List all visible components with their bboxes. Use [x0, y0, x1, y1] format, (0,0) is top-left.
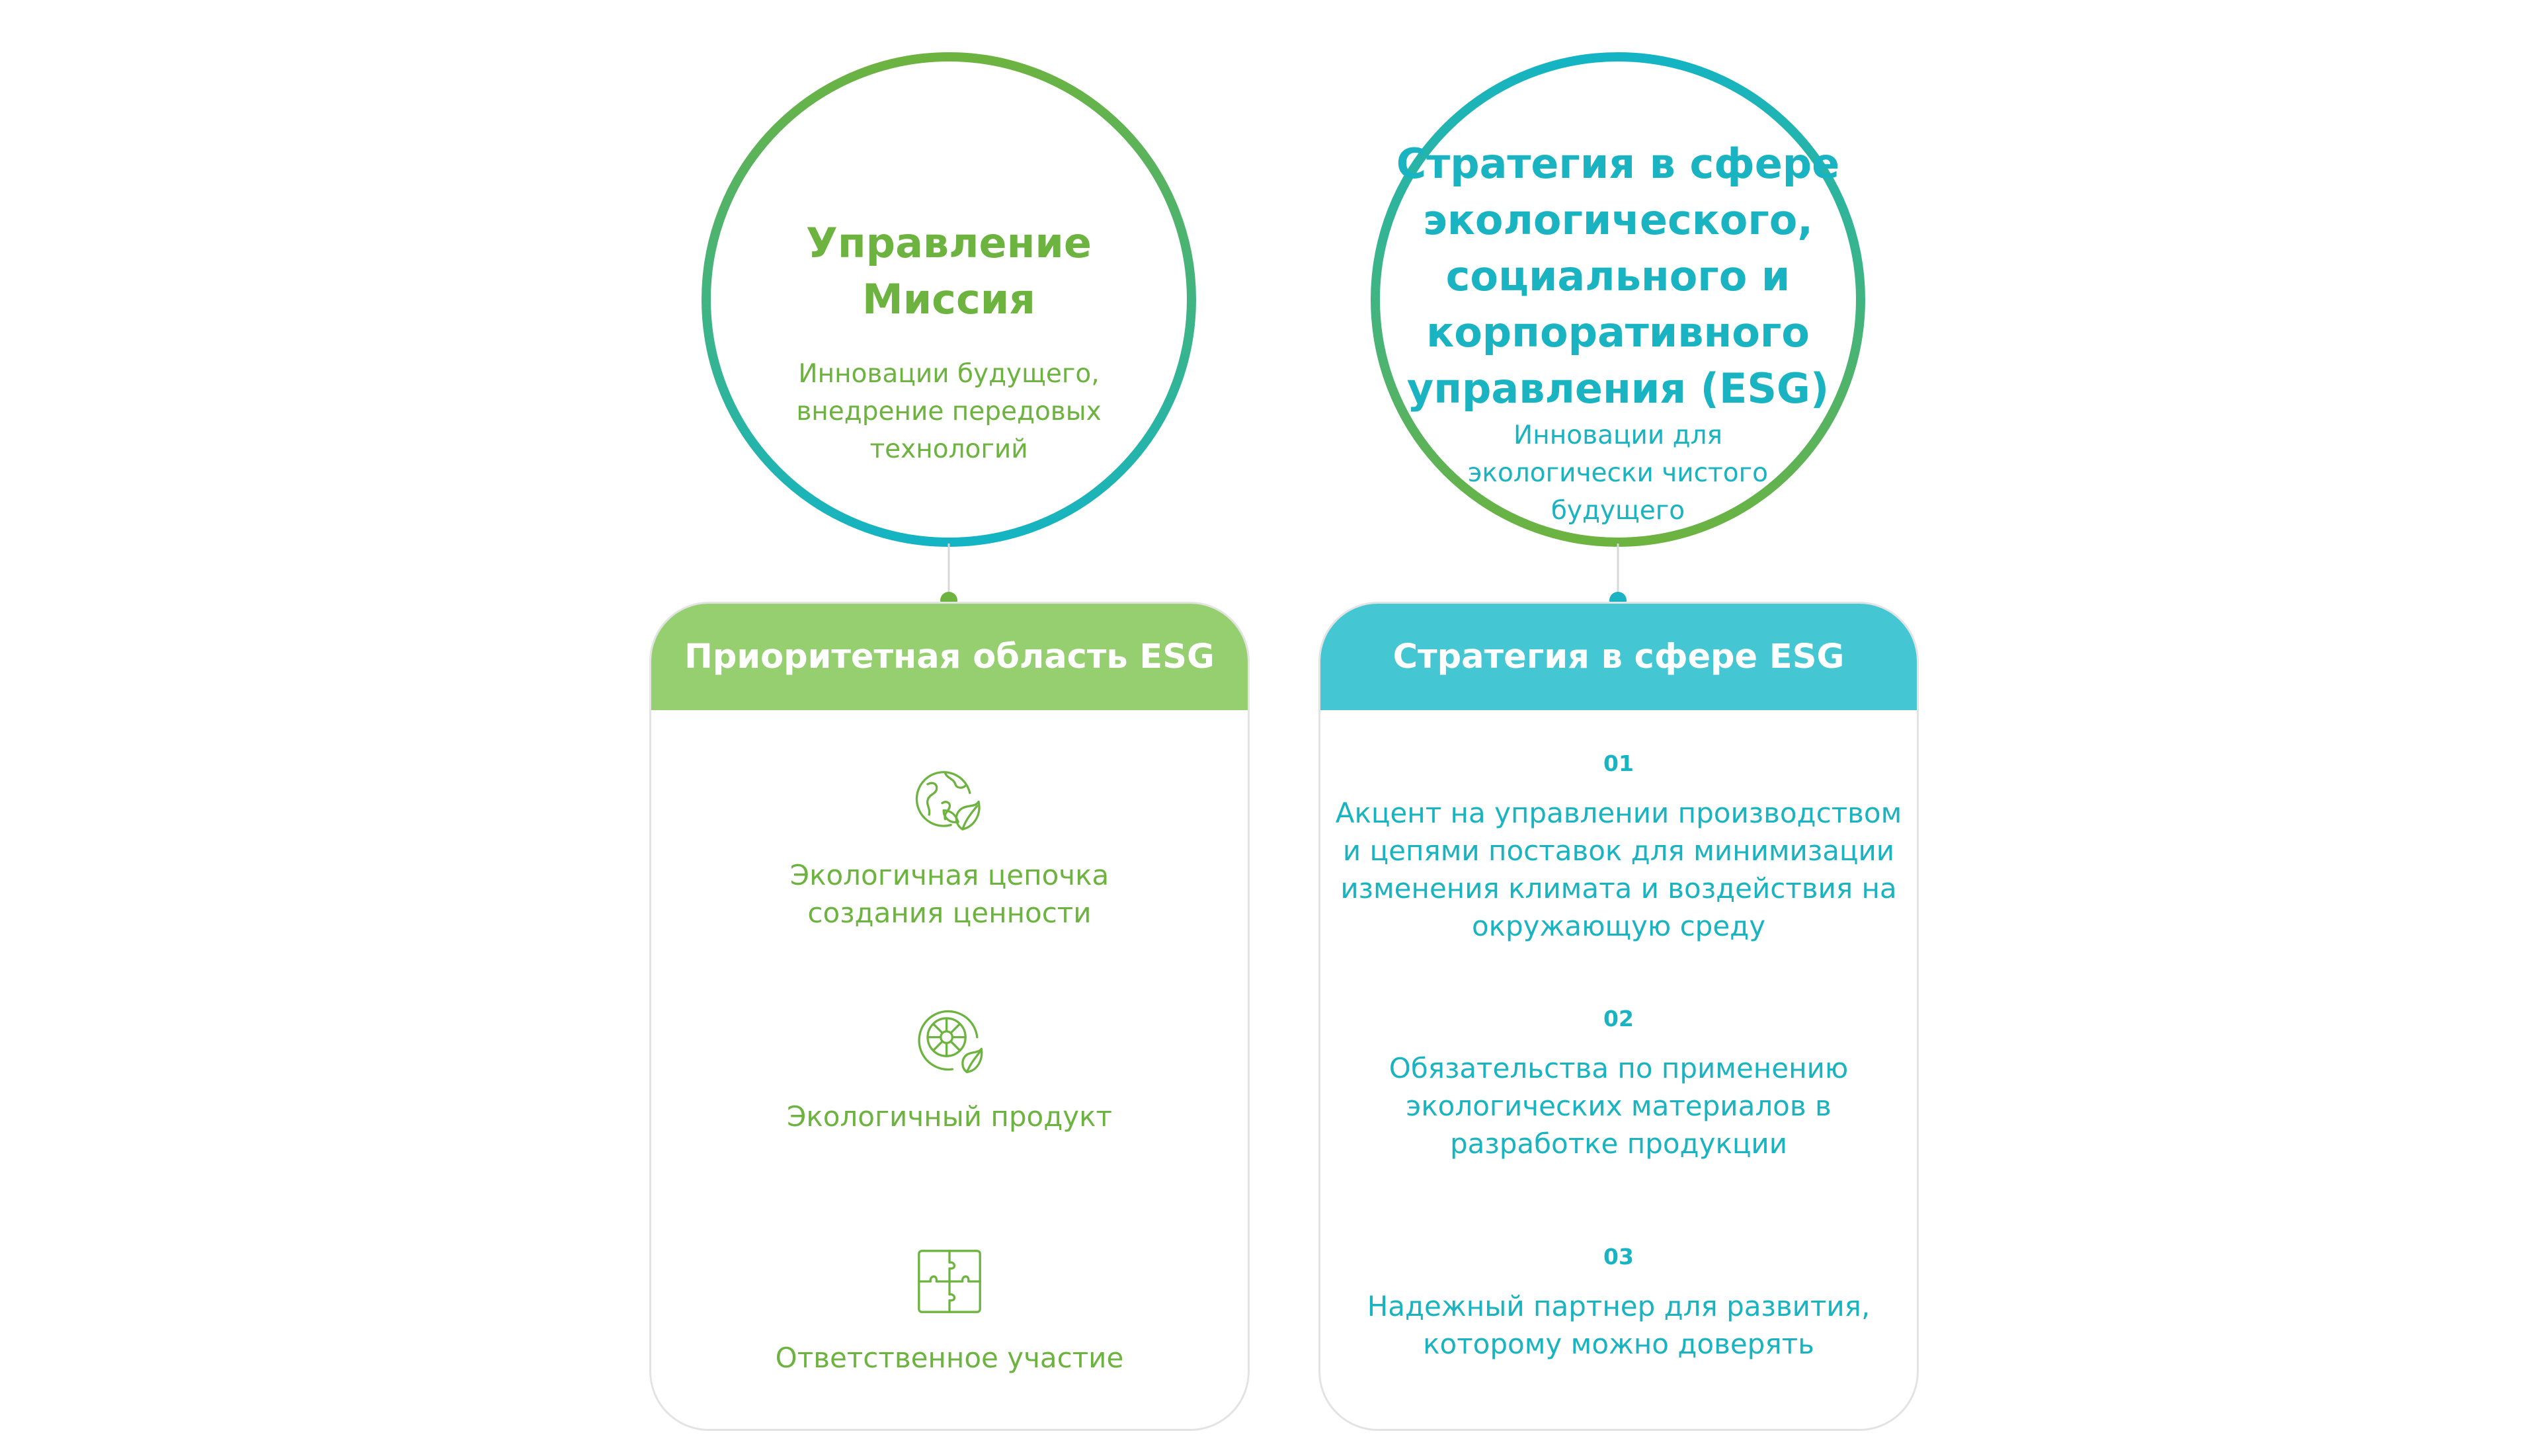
strategy-item-text-line: экологических материалов в [1406, 1090, 1832, 1122]
strategy-title-line: Стратегия в сфере [1396, 140, 1840, 188]
strategy-title-line: социального и [1445, 252, 1791, 300]
strategy-item-text-line: Акцент на управлении производством [1335, 797, 1902, 829]
strategy-item-text-line: Обязательства по применению [1389, 1052, 1849, 1084]
strategy-item-number: 03 [1603, 1244, 1634, 1270]
strategy-item-text [1320, 1049, 1917, 1162]
strategy-title-line: экологического, [1423, 196, 1813, 244]
strategy-item-text-line: Надежный партнер для развития, [1367, 1290, 1871, 1322]
priority-item-label-line: Ответственное участие [775, 1342, 1124, 1374]
mission-subtitle-line: Инновации будущего, [798, 359, 1100, 389]
priority-item-label-line: Экологичный продукт [787, 1100, 1112, 1133]
strategy-item-text-line: изменения климата и воздействия на [1340, 872, 1897, 905]
strategy-item-text-line: разработке продукции [1449, 1127, 1787, 1160]
mission-subtitle-line: внедрение передовых [796, 397, 1102, 426]
eco-product-icon [913, 1004, 986, 1076]
esg-strategy-header: Стратегия в сфере ESG [1320, 604, 1917, 710]
strategy-subtitle-line: Инновации для [1513, 421, 1722, 450]
priority-item-label-line: создания ценности [807, 897, 1092, 929]
priority-item [651, 1245, 1248, 1377]
strategy-subtitle-line: будущего [1551, 496, 1685, 526]
strategy-item-text [1320, 1287, 1917, 1363]
strategy-item-text-line: которому можно доверять [1423, 1328, 1814, 1360]
strategy-item-number: 01 [1603, 750, 1634, 776]
strategy-title-line: управления (ESG) [1406, 364, 1830, 413]
mission-subtitle-line: технологий [869, 434, 1028, 464]
priority-area-card [649, 602, 1250, 1431]
puzzle-icon [913, 1245, 986, 1318]
strategy-item-text [1320, 794, 1917, 945]
mission-circle [717, 215, 1180, 468]
strategy-title-line: корпоративного [1426, 308, 1810, 356]
priority-item-label-line: Экологичная цепочка [789, 859, 1109, 891]
strategy-circle [1387, 136, 1849, 530]
mission-title: Управление Миссия [806, 219, 1092, 323]
esg-strategy-card [1318, 602, 1919, 1431]
priority-area-header: Приоритетная область ESG [651, 604, 1248, 710]
strategy-subtitle-line: экологически чистого [1468, 458, 1768, 488]
priority-item [651, 1004, 1248, 1135]
strategy-item-text-line: и цепями поставок для минимизации [1342, 834, 1895, 867]
globe-leaf-icon [913, 762, 986, 835]
strategy-item-number: 02 [1603, 1006, 1634, 1031]
strategy-item-text-line: окружающую среду [1471, 910, 1766, 942]
priority-item [651, 762, 1248, 932]
